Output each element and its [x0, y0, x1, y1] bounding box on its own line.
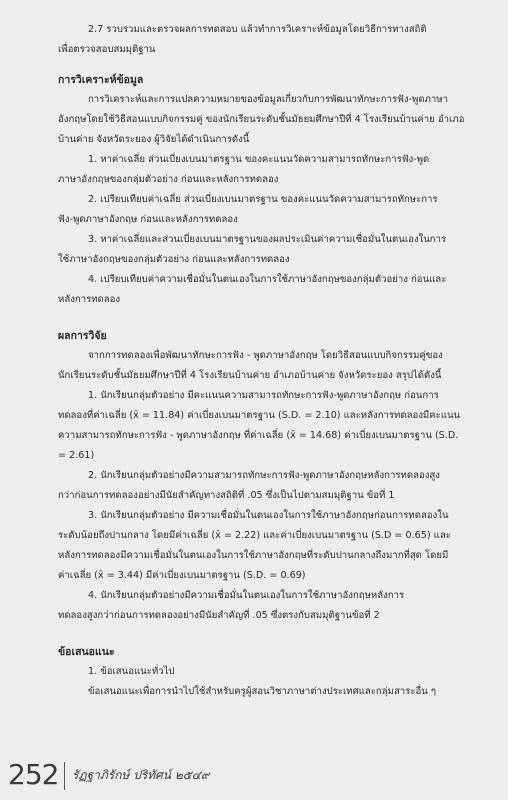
- analysis-para-line: บ้านค่าย จังหวัดระยอง ผู้วิจัยได้ดำเนินการดังนี้: [58, 134, 250, 145]
- analysis-item-4-cont: หลังการทดลอง: [58, 294, 121, 305]
- analysis-para-line: การวิเคราะห์และการแปลความหมายของข้อมูลเกี่ยวกับการพัฒนาทักษะการฟัง-พูดภาษา: [88, 94, 449, 105]
- results-item-4-cont: ทดลองสูงกว่าก่อนการทดลองอย่างมีนัยสำคัญที่ .05 ซึ่งตรงกับสมมุติฐานข้อที่ 2: [58, 610, 380, 621]
- analysis-para-line: อังกฤษโดยใช้วิธีสอนแบบกิจกรรมคู่ ของนักเรียนระดับชั้นมัธยมศึกษาปีที่ 4 โรงเรียนบ้านค่าย อำเภอ: [58, 114, 465, 125]
- analysis-item-2-cont: ฟัง-พูดภาษาอังกฤษ ก่อนและหลังการทดลอง: [58, 214, 238, 225]
- results-item-1: 1. นักเรียนกลุ่มตัวอย่าง มีคะแนนความสามารถทักษะการฟัง-พูดภาษาอังกฤษ ก่อนการ: [88, 390, 439, 401]
- results-heading: ผลการวิจัย: [58, 330, 107, 342]
- suggestions-heading: ข้อเสนอแนะ: [58, 646, 115, 658]
- intro-line-2: เพื่อตรวจสอบสมมุติฐาน: [58, 44, 156, 55]
- analysis-item-1: 1. หาค่าเฉลี่ย ส่วนเบี่ยงเบนมาตรฐาน ของคะแนนวัดความสามารถทักษะการฟัง-พูด: [88, 154, 430, 165]
- suggestions-line: ข้อเสนอแนะเพื่อการนำไปใช้สำหรับครูผู้สอนวิชาภาษาต่างประเทศและกลุ่มสาระอื่น ๆ: [88, 686, 437, 697]
- page-number: 252: [8, 758, 59, 791]
- results-item-1-cont: ทดลองที่ค่าเฉลี่ย (x̄ = 11.84) ค่าเบี่ยงเบนมาตรฐาน (S.D. = 2.10) และหลังการทดลองมีคะแนน: [58, 410, 461, 421]
- results-item-3: 3. นักเรียนกลุ่มตัวอย่าง มีความเชื่อมั่นในตนเองในการใช้ภาษาอังกฤษก่อนการทดลองใน: [88, 510, 449, 521]
- results-item-4: 4. นักเรียนกลุ่มตัวอย่างมีความเชื่อมั่นในตนเองในการใช้ภาษาอังกฤษหลังการ: [88, 590, 405, 601]
- results-item-2-cont: กว่าก่อนการทดลองอย่างมีนัยสำคัญทางสถิติที่ .05 ซึ่งเป็นไปตามสมมุติฐาน ข้อที่ 1: [58, 490, 395, 501]
- suggestions-sub-1: 1. ข้อเสนอแนะทั่วไป: [88, 666, 175, 677]
- results-item-3-cont: ระดับน้อยถึงปานกลาง โดยมีค่าเฉลี่ย (x̄ = 2.22) และค่าเบี่ยงเบนมาตรฐาน (S.D = 0.65) และ: [58, 530, 451, 541]
- results-item-2: 2. นักเรียนกลุ่มตัวอย่างมีความสามารถทักษะการฟัง-พูดภาษาอังกฤษหลังการทดลองสูง: [88, 470, 440, 481]
- results-item-1-cont: = 2.61): [58, 450, 95, 461]
- analysis-item-2: 2. เปรียบเทียบค่าเฉลี่ย ส่วนเบี่ยงเบนมาตรฐาน ของคะแนนวัดความสามารถทักษะการ: [88, 194, 438, 205]
- results-item-3-cont: ค่าเฉลี่ย (x̄ = 3.44) มีค่าเบี่ยงเบนมาตรฐาน (S.D. = 0.69): [58, 570, 306, 581]
- analysis-item-4: 4. เปรียบเทียบค่าความเชื่อมั่นในตนเองในการใช้ภาษาอังกฤษของกลุ่มตัวอย่าง ก่อนและ: [88, 274, 447, 285]
- journal-title: รัฏฐาภิรักษ์ ปริทัศน์ ๒๕๔๙: [72, 768, 210, 782]
- results-para-line: จากการทดลองเพื่อพัฒนาทักษะการฟัง - พูดภาษาอังกฤษ โดยวิธีสอนแบบกิจกรรมคู่ของ: [88, 350, 443, 361]
- results-para-line: นักเรียนระดับชั้นมัธยมศึกษาปีที่ 4 โรงเรียนบ้านค่าย อำเภอบ้านค่าย จังหวัดระยอง สรุปได้ดังนี้: [58, 370, 442, 381]
- analysis-item-3-cont: ใช้ภาษาอังกฤษของกลุ่มตัวอย่าง ก่อนและหลังการทดลอง: [58, 254, 290, 265]
- page-footer: [0, 752, 508, 800]
- analysis-heading: การวิเคราะห์ข้อมูล: [58, 74, 144, 86]
- analysis-item-3: 3. หาค่าเฉลี่ยและส่วนเบี่ยงเบนมาตรฐานของผลประเมินค่าความเชื่อมั่นในตนเองในการ: [88, 234, 447, 245]
- results-item-1-cont: ความสามารถทักษะการฟัง - พูดภาษาอังกฤษ ที่ค่าเฉลี่ย (x̄ = 14.68) ค่าเบี่ยงเบนมาตรฐาน (S.D.: [58, 430, 459, 441]
- results-item-3-cont: หลังการทดลองมีความเชื่อมั่นในตนเองในการใช้ภาษาอังกฤษที่ระดับปานกลางถึงมากที่สุด โดยมี: [58, 550, 449, 561]
- footer-divider: [64, 762, 65, 790]
- page-content: [58, 20, 488, 702]
- intro-line-1: 2.7 รวบรวมและตรวจผลการทดสอบ แล้วทำการวิเคราะห์ข้อมูลโดยวิธีการทางสถิติ: [88, 24, 427, 35]
- analysis-item-1-cont: ภาษาอังกฤษของกลุ่มตัวอย่าง ก่อนและหลังการทดลอง: [58, 174, 279, 185]
